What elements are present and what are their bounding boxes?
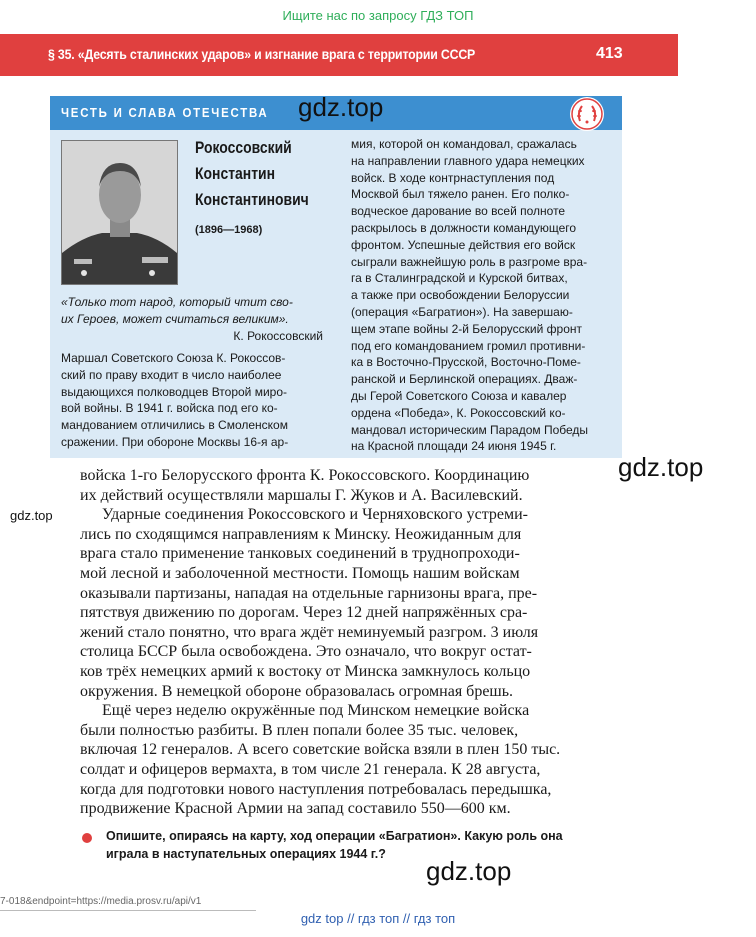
watermark-box: gdz.top [298, 92, 384, 122]
hero-patronymic: Константинович [195, 190, 309, 209]
text-line: на Красной площади 24 июня 1945 г. [351, 439, 557, 454]
body-line: мой лесной и заболоченной местности. Помощь нашим войскам [80, 564, 520, 582]
text-line: раскрылось в должности командующего [351, 220, 577, 235]
text-line: мандовал историческим Парадом Победы [351, 422, 589, 437]
bio-left-column [61, 350, 341, 451]
body-line: включая 12 генералов. А всего советские войска взяли в плен 150 тыс. [80, 741, 561, 759]
text-line: а также при освобождении Белоруссии [351, 288, 570, 303]
text-line: мандованием отличились в Смоленском [61, 418, 288, 433]
text-line: ский по праву входит в число наиболее [61, 367, 282, 382]
hero-surname: Рокоссовский [195, 138, 292, 157]
body-line: ков трёх немецких армий к востоку от Минска замкнулось кольцо [80, 662, 531, 680]
watermark-left: gdz.top [10, 508, 53, 523]
chapter-header [0, 34, 678, 76]
watermark-bottom: gdz.top [426, 856, 512, 886]
body-line: пятствуя движению по дорогам. Через 12 дней напряжённых сра- [80, 604, 528, 622]
quote-line: их Героев, может считаться великим». [61, 312, 289, 326]
body-line: врага стало применение танковых соединений в труднопроходи- [80, 545, 520, 563]
review-question [106, 827, 646, 863]
body-line: их действий осуществляли маршалы Г. Жуков и А. Василевский. [80, 486, 523, 504]
page-number: 413 [596, 45, 623, 62]
text-line: на направлении главного удара немецких [351, 153, 585, 168]
laurel-emblem-icon [570, 97, 604, 131]
question-line: играла в наступательных операциях 1944 г.? [106, 847, 386, 861]
body-line: окружения. В немецкой обороне образовалась огромная брешь. [80, 682, 514, 700]
body-line: лись по сходящимся направлениям к Минску. Неожиданным для [80, 525, 522, 543]
body-line: когда для подготовки нового наступления потребовалась передышка, [80, 780, 552, 798]
text-line: ка в Восточно-Прусской, Восточно-Поме- [351, 355, 581, 370]
text-line: сражении. При обороне Москвы 16-я ар- [61, 434, 289, 449]
body-line: Ударные соединения Рокоссовского и Черняховского устреми- [102, 506, 528, 524]
text-line: ранской и Берлинской операциях. Дваж- [351, 372, 578, 387]
body-line: Ещё через неделю окружённые под Минском немецкие войска [102, 702, 530, 720]
body-line: оказывали партизаны, нападая на отдельные гарнизоны врага, пре- [80, 584, 538, 602]
hero-years: (1896—1968) [195, 224, 263, 236]
bio-right-column [351, 136, 613, 455]
text-line: га в Сталинградской и Курской битвах, [351, 271, 568, 286]
body-line: солдат и офицеров вермахта, в том числе 21 генерала. К 28 августа, [80, 760, 541, 778]
footer-links[interactable]: gdz top // гдз топ // гдз топ [300, 911, 456, 926]
text-line: войск. В ходе контрнаступления под [351, 170, 555, 185]
text-line: вой войны. В 1941 г. войска под его ко- [61, 401, 278, 416]
text-line: фронтом. Успешные действия его войск [351, 237, 576, 252]
top-banner[interactable]: Ищите нас по запросу ГДЗ ТОП [282, 8, 474, 23]
body-line: войска 1-го Белорусского фронта К. Рокоссовского. Координацию [80, 467, 530, 484]
text-line: ды Герой Советского Союза и кавалер [351, 388, 567, 403]
body-line: столица БССР была освобождена. Это означало, что вокруг остат- [80, 643, 532, 661]
question-line: Опишите, опираясь на карту, ход операции «Багратион». Какую роль она [106, 829, 563, 843]
body-line: продвижение Красной Армии на запад составило 550—600 км. [80, 800, 511, 818]
text-line: Маршал Советского Союза К. Рокоссов- [61, 351, 286, 365]
text-line: ордена «Победа», К. Рокоссовский ко- [351, 405, 566, 420]
text-line: водческое дарование во всей полноте [351, 204, 566, 219]
text-line: выдающихся полководцев Второй миро- [61, 384, 288, 399]
portrait-photo [61, 140, 178, 285]
body-line: жений стало понятно, что врага ждёт неминуемый разгром. 3 июля [80, 623, 539, 641]
text-line: (операция «Багратион»). На завершаю- [351, 304, 573, 319]
main-body-text [80, 466, 600, 819]
hero-first-name: Константин [195, 164, 276, 183]
box-heading: ЧЕСТЬ И СЛАВА ОТЕЧЕСТВА [61, 105, 269, 120]
quote-author: К. Рокоссовский [233, 329, 323, 343]
quote-line: «Только тот народ, который чтит сво- [61, 295, 293, 309]
text-line: под его командованием громил противни- [351, 338, 586, 353]
text-line: щем этапе войны 2-й Белорусский фронт [351, 321, 583, 336]
body-line: были полностью разбиты. В плен попали более 35 тыс. человек, [80, 721, 519, 739]
text-line: Москвой был тяжело ранен. Его полко- [351, 187, 570, 202]
text-line: мия, которой он командовал, сражалась [351, 137, 577, 151]
hero-quote [61, 294, 331, 328]
chapter-title: § 35. «Десять сталинских ударов» и изгнание врага с территории СССР [48, 46, 476, 62]
question-bullet-icon [82, 833, 92, 843]
text-line: сыграли важнейшую роль в разгроме вра- [351, 254, 588, 269]
watermark-right: gdz.top [618, 452, 704, 482]
hero-info-box [50, 96, 622, 458]
url-fragment: 7-018&endpoint=https://media.prosv.ru/api/v1 [0, 896, 202, 907]
